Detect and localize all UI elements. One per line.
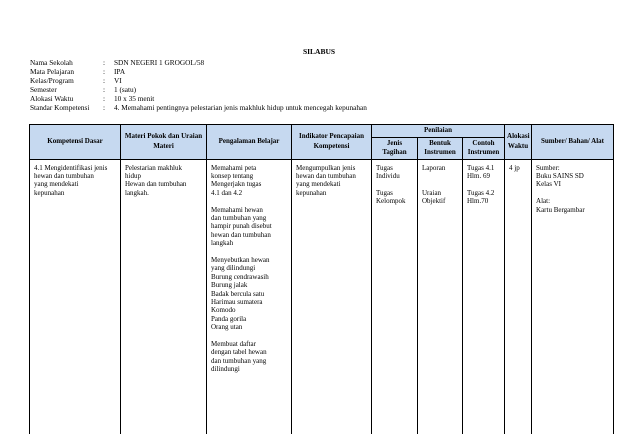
- cell-line: Mengumpulkan jenis: [296, 163, 356, 172]
- cell-line: [376, 180, 414, 188]
- cell-line: kepunahan: [296, 188, 327, 197]
- table-row: [30, 159, 614, 434]
- cell-line: hewan dan tumbuhan: [34, 171, 94, 180]
- cell-line: Burung cendrawasih: [211, 272, 269, 281]
- meta-label: Standar Kompetensi: [30, 102, 90, 112]
- cell-line: yang mendekati: [34, 180, 79, 189]
- meta-value: IPA: [114, 66, 126, 76]
- cell-line: Pelestarian makhluk: [125, 163, 182, 172]
- syllabus-table: [29, 124, 614, 434]
- cell-sumber: [532, 159, 614, 434]
- header-pengalaman: Pengalaman Belajar: [207, 125, 292, 160]
- cell-line: [211, 248, 288, 256]
- cell-line: Objektif: [422, 197, 446, 206]
- cell-line: Uraian: [422, 188, 442, 197]
- cell-line: 4.1 dan 4.2: [211, 188, 243, 197]
- cell-line: hidup: [125, 171, 141, 180]
- cell-line: dengan tabel hewan: [211, 348, 267, 357]
- cell-line: kepunahan: [34, 188, 65, 197]
- cell-line: Memahami hewan: [211, 205, 263, 214]
- meta-row-time: Alokasi Waktu : 10 x 35 menit: [30, 93, 155, 103]
- cell-line: Tugas 4.1: [467, 163, 495, 172]
- cell-line: Hlm. 69: [467, 171, 490, 180]
- cell-line: Burung jalak: [211, 281, 248, 290]
- cell-line: dan tumbuhan yang: [211, 213, 267, 222]
- cell-line: [211, 197, 288, 205]
- cell-line: [536, 189, 610, 197]
- cell-line: Kelas VI: [536, 180, 561, 189]
- page-title: SILABUS: [302, 47, 336, 56]
- header-kompetensi: Kompetensi Dasar: [30, 125, 121, 160]
- cell-bentuk: [418, 159, 463, 434]
- cell-line: dilindungi: [211, 365, 240, 374]
- cell-line: hampir punah disebut: [211, 222, 272, 231]
- cell-line: Komodo: [211, 306, 236, 315]
- cell-line: Laporan: [422, 163, 446, 172]
- cell-contoh: [463, 159, 505, 434]
- cell-line: Alat:: [536, 197, 551, 206]
- meta-label: Semester: [30, 84, 57, 94]
- cell-jenis: [372, 159, 418, 434]
- syllabus-meta: [30, 59, 367, 112]
- cell-line: 4.1 Mengidentifikasi jenis: [34, 163, 108, 172]
- meta-value: 4. Memahami pentingnya pelestarian jenis makhluk hidup untuk mencegah kepunahan: [114, 102, 367, 112]
- meta-row-school: Nama Sekolah : SDN NEGERI 1 GROGOL/58: [30, 58, 205, 67]
- cell-line: Kartu Bergambar: [536, 205, 585, 214]
- header-bentuk: Bentuk Instrumen: [418, 137, 463, 159]
- cell-line: [422, 172, 459, 180]
- meta-row-semester: Semester : 1 (satu): [30, 84, 137, 94]
- meta-label: Alokasi Waktu: [30, 93, 74, 103]
- meta-value: VI: [114, 75, 122, 85]
- cell-line: langkah: [211, 239, 234, 248]
- meta-value: 10 x 35 menit: [114, 93, 155, 103]
- cell-line: Tugas 4.2: [467, 188, 495, 197]
- meta-value: SDN NEGERI 1 GROGOL/58: [114, 58, 205, 67]
- cell-line: Mengerjakn tugas: [211, 180, 262, 189]
- cell-line: Buku SAINS SD: [536, 171, 584, 180]
- cell-line: Tugas: [376, 188, 393, 197]
- cell-line: Sumber:: [536, 163, 560, 172]
- header-penilaian: Penilaian: [372, 125, 505, 138]
- meta-row-subject: Mata Pelajaran : IPA: [30, 66, 126, 76]
- cell-line: konsep tentang: [211, 171, 254, 180]
- cell-line: dan tumbuhan yang: [211, 356, 267, 365]
- cell-materi: [121, 159, 207, 434]
- cell-line: hewan dan tumbuhan: [296, 171, 356, 180]
- header-alokasi: Alokasi Waktu: [505, 125, 532, 160]
- meta-value: 1 (satu): [114, 84, 137, 94]
- cell-line: Kelompok: [376, 197, 406, 206]
- cell-line: [422, 180, 459, 188]
- cell-line: Harimau sumatera: [211, 297, 263, 306]
- meta-label: Nama Sekolah: [30, 58, 73, 67]
- cell-indikator: [292, 159, 372, 434]
- cell-line: Hlm.70: [467, 197, 489, 206]
- header-materi: Materi Pokok dan Uraian Materi: [121, 125, 207, 160]
- meta-label: Mata Pelajaran: [30, 66, 74, 76]
- cell-line: Menyebutkan hewan: [211, 255, 270, 264]
- cell-alokasi: [505, 159, 532, 434]
- cell-line: yang dilindungi: [211, 264, 256, 273]
- cell-line: Memahami peta: [211, 163, 257, 172]
- cell-line: Individu: [376, 171, 400, 180]
- cell-line: [211, 332, 288, 340]
- header-indikator: Indikator Pencapaian Kompetensi: [292, 125, 372, 160]
- header-jenis: Jenis Tagihan: [372, 137, 418, 159]
- cell-line: 4 jp: [509, 163, 520, 172]
- header-contoh: Contoh Instrumen: [463, 137, 505, 159]
- cell-line: [467, 180, 501, 188]
- meta-label: Kelas/Program: [30, 75, 74, 85]
- cell-line: langkah.: [125, 188, 149, 197]
- header-sumber: Sumber/ Bahan/ Alat: [532, 125, 614, 160]
- cell-line: Badak bercula satu: [211, 289, 265, 298]
- cell-line: Hewan dan tumbuhan: [125, 180, 187, 189]
- cell-line: hewan dan tumbuhan: [211, 230, 271, 239]
- cell-line: Orang utan: [211, 323, 243, 332]
- cell-pengalaman: [207, 159, 292, 434]
- cell-line: Membuat daftar: [211, 339, 256, 348]
- cell-kompetensi: [30, 159, 121, 434]
- cell-line: yang mendekati: [296, 180, 341, 189]
- cell-line: Panda gorila: [211, 314, 247, 323]
- cell-line: Tugas: [376, 163, 393, 172]
- meta-row-standard: Standar Kompetensi : 4. Memahami pentingnya pelestarian jenis makhluk hidup untuk mencegah kepunahan: [30, 102, 367, 112]
- meta-row-class: Kelas/Program : VI: [30, 75, 122, 85]
